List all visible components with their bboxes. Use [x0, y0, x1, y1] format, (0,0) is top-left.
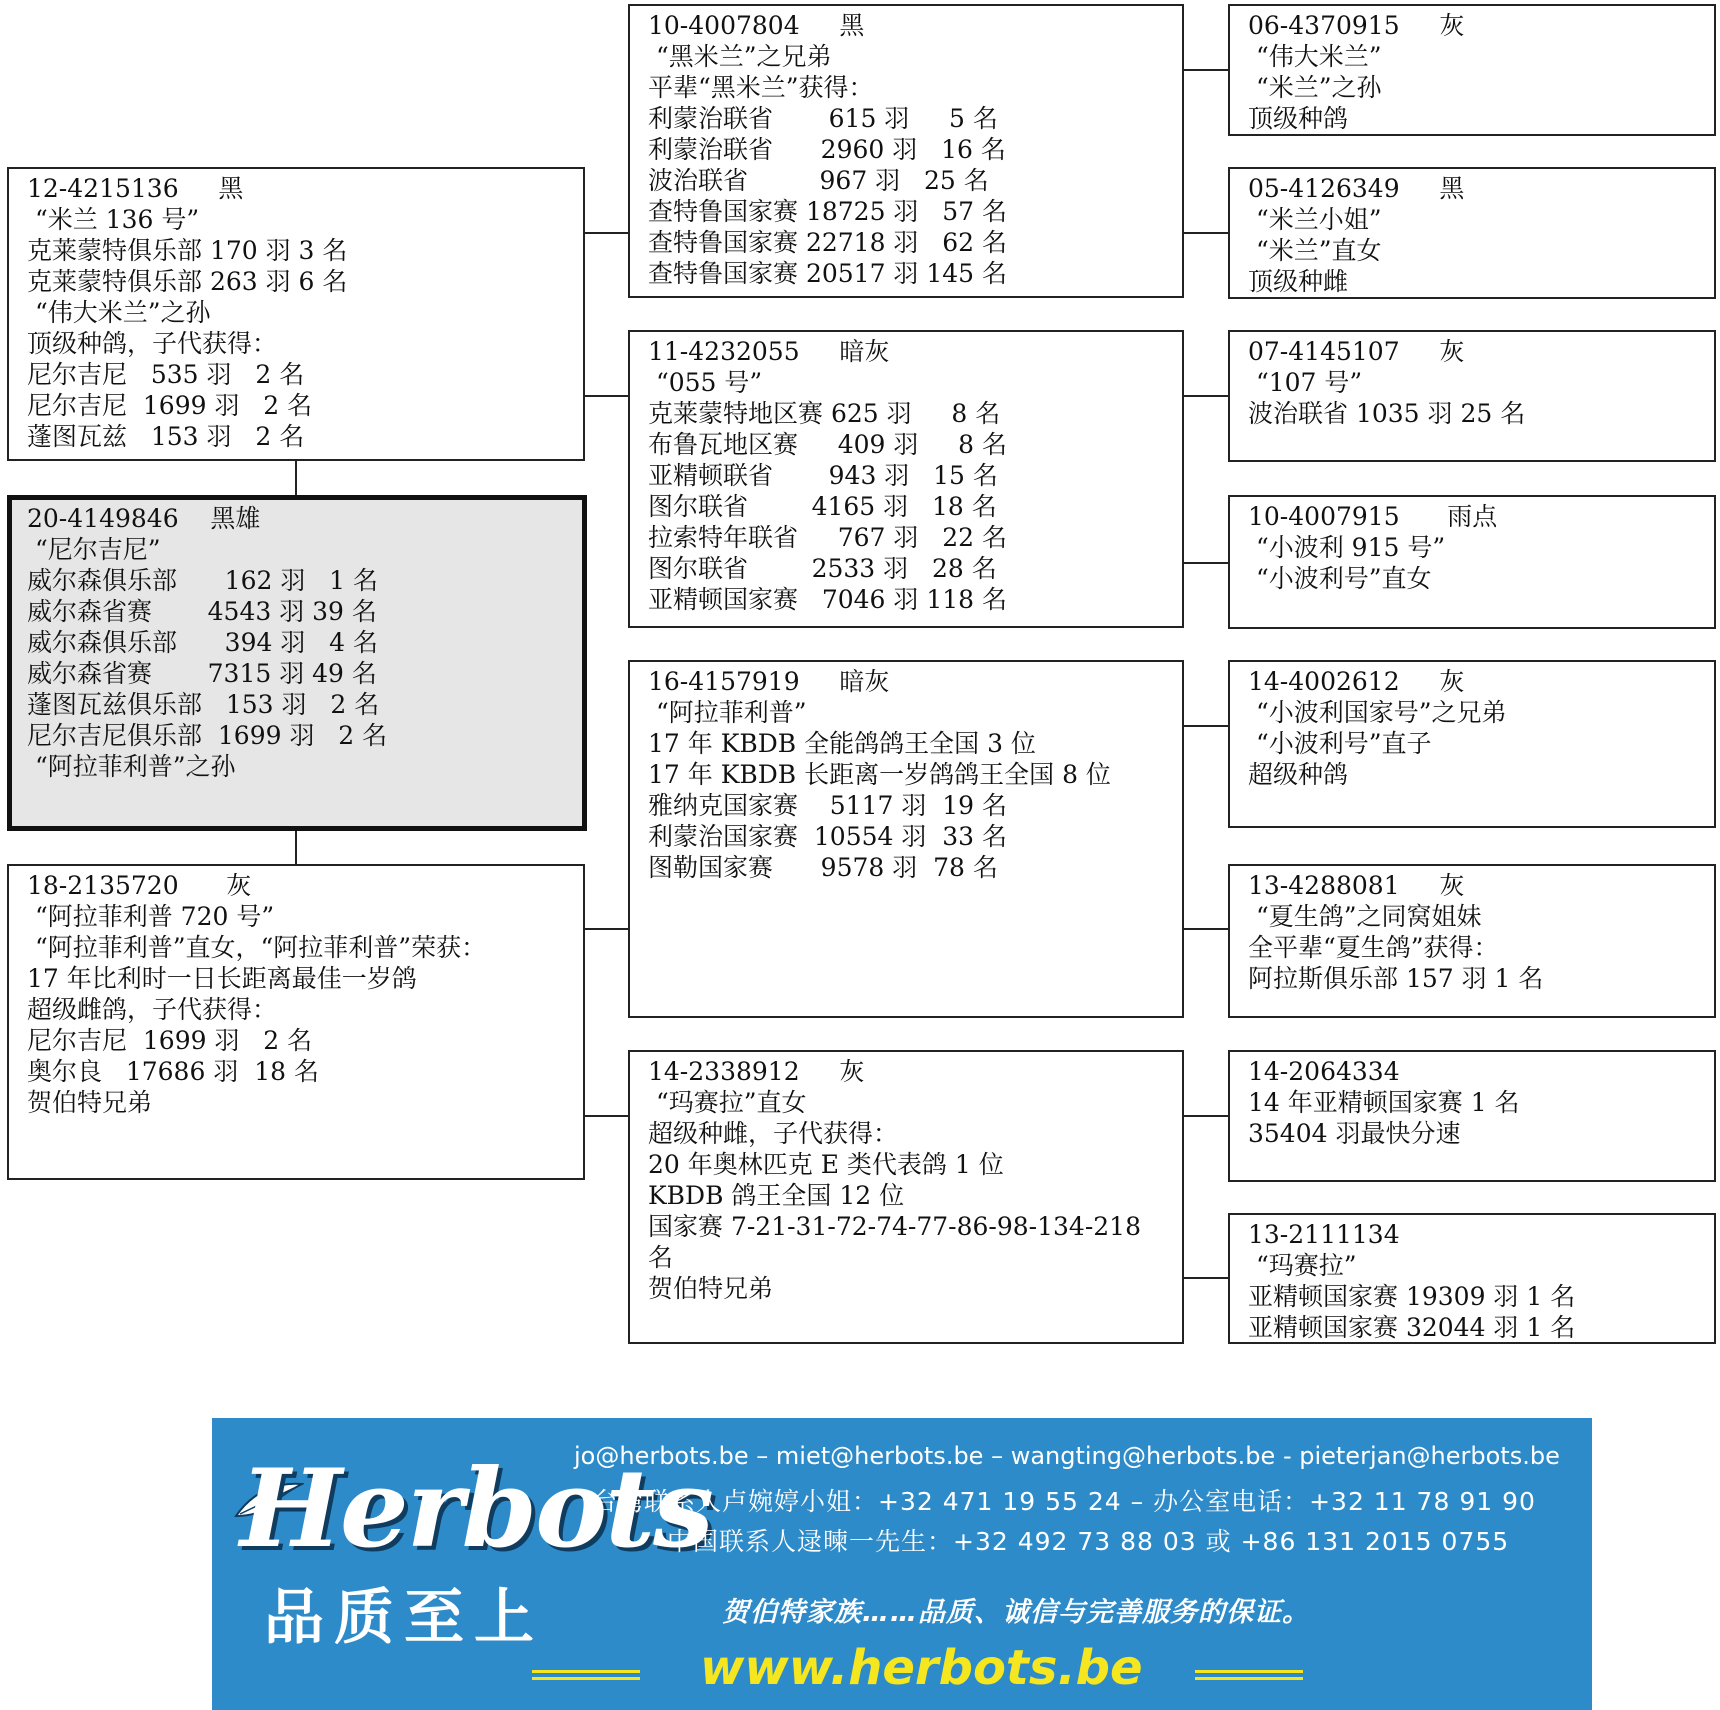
record-line: 利蒙治国家赛 10554 羽 33 名: [648, 822, 1008, 851]
ss-dam-card: [1228, 167, 1716, 299]
record-line: “阿拉菲利普 720 号”: [27, 902, 275, 931]
connector-line: [1184, 1277, 1228, 1279]
dam-dam-card: [628, 1050, 1184, 1344]
record-line: 顶级种鸽: [1248, 104, 1349, 133]
record-line: 图尔联省 2533 羽 28 名: [648, 554, 997, 583]
connector-line: [585, 395, 628, 397]
record-line: 名: [648, 1243, 674, 1272]
record-line: 亚精顿国家赛 7046 羽 118 名: [648, 585, 1008, 614]
ring-number-line: 06-4370915 灰: [1248, 11, 1465, 40]
ring-number-line: 13-4288081 灰: [1248, 871, 1465, 900]
sire-sire-card: [628, 4, 1184, 298]
record-line: 顶级种鸽，子代获得：: [27, 329, 278, 358]
record-line: 蓬图瓦兹 153 羽 2 名: [27, 422, 305, 451]
record-line: 威尔森省赛 7315 羽 49 名: [27, 659, 377, 688]
ring-number-line: 14-4002612 灰: [1248, 667, 1465, 696]
subject-card: [7, 495, 587, 831]
record-line: 克莱蒙特地区赛 625 羽 8 名: [648, 399, 1001, 428]
record-line: 顶级种雌: [1248, 267, 1349, 296]
website-link[interactable]: www.herbots.be: [700, 1640, 1143, 1696]
connector-line: [295, 831, 297, 864]
record-line: 图尔联省 4165 羽 18 名: [648, 492, 997, 521]
decor-line-left: [532, 1670, 640, 1673]
ring-number-line: 14-2338912 灰: [648, 1057, 865, 1086]
record-line: 波治联省 1035 羽 25 名: [1248, 399, 1526, 428]
email-list[interactable]: jo@herbots.be – miet@herbots.be – wangting@herbots.be - pieterjan@herbots.be: [574, 1442, 1560, 1470]
record-line: 17 年比利时一日长距离最佳一岁鸽: [27, 964, 417, 993]
record-line: 20 年奥林匹克 E 类代表鸽 1 位: [648, 1150, 1004, 1179]
decor-line-right: [1195, 1670, 1303, 1673]
sd-sire-card: [1228, 330, 1716, 462]
record-line: 雅纳克国家赛 5117 羽 19 名: [648, 791, 1008, 820]
record-line: “055 号”: [648, 368, 763, 397]
dam-card: [7, 864, 585, 1180]
record-line: 克莱蒙特俱乐部 263 羽 6 名: [27, 267, 348, 296]
connector-line: [585, 1115, 628, 1117]
record-line: “阿拉菲利普”直女，“阿拉菲利普”荣获：: [27, 933, 487, 962]
record-line: 阿拉斯俱乐部 157 羽 1 名: [1248, 964, 1544, 993]
record-line: 查特鲁国家赛 22718 羽 62 名: [648, 228, 1008, 257]
record-line: “米兰”之孙: [1248, 73, 1382, 102]
slogan: 品质至上: [264, 1583, 544, 1653]
record-line: 奥尔良 17686 羽 18 名: [27, 1057, 319, 1086]
record-line: 蓬图瓦兹俱乐部 153 羽 2 名: [27, 690, 380, 719]
taiwan-contact: 台湾联系人卢婉婷小姐：+32 471 19 55 24 – 办公室电话：+32 11 78 91 90: [592, 1487, 1536, 1516]
ds-dam-card: [1228, 864, 1716, 1018]
ring-number-line: 20-4149846 黑雄: [27, 504, 261, 533]
tagline: 贺伯特家族……品质、诚信与完善服务的保证。: [722, 1597, 1310, 1628]
record-line: 利蒙治联省 2960 羽 16 名: [648, 135, 1006, 164]
ring-number-line: 11-4232055 暗灰: [648, 337, 890, 366]
ring-number-line: 13-2111134: [1248, 1220, 1400, 1249]
sd-dam-card: [1228, 495, 1716, 629]
record-line: 超级种鸽: [1248, 760, 1349, 789]
dam-sire-card: [628, 660, 1184, 1018]
connector-line: [1184, 725, 1228, 727]
record-line: 查特鲁国家赛 18725 羽 57 名: [648, 197, 1008, 226]
connector-line: [1184, 1115, 1228, 1117]
dd-sire-card: [1228, 1050, 1716, 1182]
record-line: 超级种雌，子代获得：: [648, 1119, 899, 1148]
record-line: 拉索特年联省 767 羽 22 名: [648, 523, 1007, 552]
ring-number-line: 05-4126349 黑: [1248, 174, 1465, 203]
record-line: 查特鲁国家赛 20517 羽 145 名: [648, 259, 1008, 288]
record-line: “玛赛拉”: [1248, 1251, 1357, 1280]
ring-number-line: 18-2135720 灰: [27, 871, 252, 900]
record-line: “米兰小姐”: [1248, 205, 1382, 234]
record-line: 尼尔吉尼 535 羽 2 名: [27, 360, 305, 389]
ss-sire-card: [1228, 4, 1716, 136]
ring-number-line: 10-4007804 黑: [648, 11, 865, 40]
record-line: “小波利号”直女: [1248, 564, 1432, 593]
record-line: 超级雌鸽，子代获得：: [27, 995, 278, 1024]
connector-line: [295, 461, 297, 495]
record-line: “小波利 915 号”: [1248, 533, 1446, 562]
connector-line: [585, 928, 628, 930]
ring-number-line: 12-4215136 黑: [27, 174, 244, 203]
record-line: 亚精顿国家赛 19309 羽 1 名: [1248, 1282, 1576, 1311]
record-line: 尼尔吉尼 1699 羽 2 名: [27, 1026, 313, 1055]
record-line: “尼尔吉尼”: [27, 535, 161, 564]
ring-number-line: 16-4157919 暗灰: [648, 667, 890, 696]
connector-line: [1184, 562, 1228, 564]
record-line: 17 年 KBDB 全能鸽鸽王全国 3 位: [648, 729, 1036, 758]
record-line: 尼尔吉尼俱乐部 1699 羽 2 名: [27, 721, 388, 750]
connector-line: [585, 232, 628, 234]
record-line: “玛赛拉”直女: [648, 1088, 807, 1117]
record-line: KBDB 鸽王全国 12 位: [648, 1181, 905, 1210]
record-line: “伟大米兰”: [1248, 42, 1382, 71]
decor-line-left: [532, 1677, 640, 1680]
record-line: “米兰 136 号”: [27, 205, 200, 234]
decor-line-right: [1195, 1677, 1303, 1680]
record-line: “黑米兰”之兄弟: [648, 42, 832, 71]
record-line: 国家赛 7-21-31-72-74-77-86-98-134-218: [648, 1212, 1141, 1241]
record-line: 利蒙治联省 615 羽 5 名: [648, 104, 998, 133]
contact-banner: [212, 1418, 1592, 1710]
record-line: “夏生鸽”之同窝姐妹: [1248, 902, 1482, 931]
record-line: 波治联省 967 羽 25 名: [648, 166, 989, 195]
record-line: “小波利号”直子: [1248, 729, 1432, 758]
connector-line: [1184, 928, 1228, 930]
sire-dam-card: [628, 330, 1184, 628]
record-line: 平辈“黑米兰”获得：: [648, 73, 874, 102]
record-line: 贺伯特兄弟: [648, 1274, 774, 1303]
record-line: 14 年亚精顿国家赛 1 名: [1248, 1088, 1520, 1117]
china-contact: 中国联系人逯暕一先生：+32 492 73 88 03 或 +86 131 2015 0755: [667, 1527, 1510, 1556]
record-line: “米兰”直女: [1248, 236, 1382, 265]
record-line: 亚精顿国家赛 32044 羽 1 名: [1248, 1313, 1576, 1342]
record-line: “小波利国家号”之兄弟: [1248, 698, 1507, 727]
ring-number-line: 14-2064334: [1248, 1057, 1400, 1086]
ds-sire-card: [1228, 660, 1716, 828]
record-line: 克莱蒙特俱乐部 170 羽 3 名: [27, 236, 348, 265]
ring-number-line: 10-4007915 雨点: [1248, 502, 1498, 531]
ring-number-line: 07-4145107 灰: [1248, 337, 1465, 366]
record-line: “107 号”: [1248, 368, 1363, 397]
dd-dam-card: [1228, 1213, 1716, 1344]
brand-logo: Herbots: [240, 1446, 712, 1572]
connector-line: [1184, 69, 1228, 71]
connector-line: [1184, 232, 1228, 234]
record-line: 布鲁瓦地区赛 409 羽 8 名: [648, 430, 1007, 459]
record-line: 威尔森省赛 4543 羽 39 名: [27, 597, 377, 626]
record-line: 全平辈“夏生鸽”获得：: [1248, 933, 1499, 962]
record-line: “伟大米兰”之孙: [27, 298, 211, 327]
connector-line: [1184, 395, 1228, 397]
record-line: 图勒国家赛 9578 羽 78 名: [648, 853, 998, 882]
record-line: 尼尔吉尼 1699 羽 2 名: [27, 391, 313, 420]
record-line: “阿拉菲利普”: [648, 698, 807, 727]
record-line: 威尔森俱乐部 394 羽 4 名: [27, 628, 379, 657]
record-line: 亚精顿联省 943 羽 15 名: [648, 461, 998, 490]
record-line: 17 年 KBDB 长距离一岁鸽鸽王全国 8 位: [648, 760, 1111, 789]
record-line: 35404 羽最快分速: [1248, 1119, 1461, 1148]
sire-card: [7, 167, 585, 461]
record-line: 威尔森俱乐部 162 羽 1 名: [27, 566, 379, 595]
record-line: 贺伯特兄弟: [27, 1088, 153, 1117]
record-line: “阿拉菲利普”之孙: [27, 752, 236, 781]
